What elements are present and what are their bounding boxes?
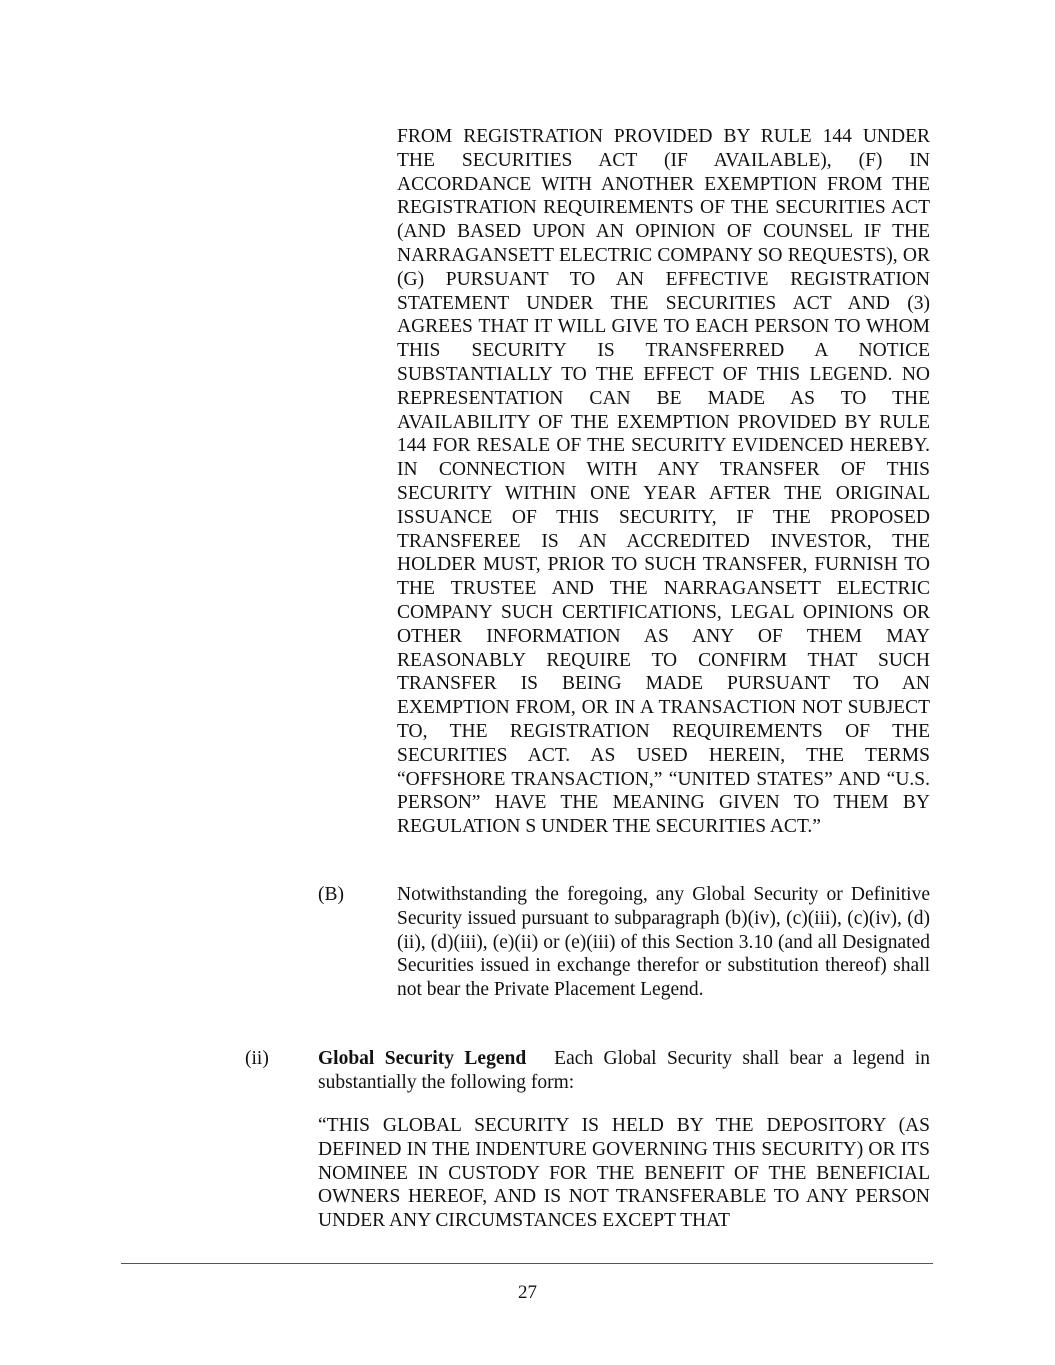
paragraph-ii-label: (ii)	[245, 1048, 269, 1069]
paragraph-b-label: (B)	[318, 884, 344, 905]
global-security-legend-text: “THIS GLOBAL SECURITY IS HELD BY THE DEPOSITORY (AS DEFINED IN THE INDENTURE GOVERNING THIS SECURITY) OR ITS NOMINEE IN CUSTODY FOR THE BENEFIT OF THE BENEFICIAL OWNERS HEREOF, AND IS NOT TRANSFERABLE TO ANY PERSON UNDER ANY CIRCUMSTANCES EXCEPT THAT	[318, 1115, 930, 1232]
private-placement-legend-continuation: FROM REGISTRATION PROVIDED BY RULE 144 UNDER THE SECURITIES ACT (IF AVAILABLE), (F) IN ACCORDANCE WITH ANOTHER EXEMPTION FROM THE REGISTRATION REQUIREMENTS OF THE SECURITIES ACT (AND BASED UPON AN OPINION OF COUNSEL IF THE NARRAGANSETT ELECTRIC COMPANY SO REQUESTS), OR (G) PURSUANT TO AN EFFECTIVE REGISTRATION STATEMENT UNDER THE SECURITIES ACT AND (3) AGREES THAT IT WILL GIVE TO EACH PERSON TO WHOM THIS SECURITY IS TRANSFERRED A NOTICE SUBSTANTIALLY TO THE EFFECT OF THIS LEGEND. NO REPRESENTATION CAN BE MADE AS TO THE AVAILABILITY OF THE EXEMPTION PROVIDED BY RULE 144 FOR RESALE OF THE SECURITY EVIDENCED HEREBY. IN CONNECTION WITH ANY TRANSFER OF THIS SECURITY WITHIN ONE YEAR AFTER THE ORIGINAL ISSUANCE OF THIS SECURITY, IF THE PROPOSED TRANSFEREE IS AN ACCREDITED INVESTOR, THE HOLDER MUST, PRIOR TO SUCH TRANSFER, FURNISH TO THE TRUSTEE AND THE NARRAGANSETT ELECTRIC COMPANY SUCH CERTIFICATIONS, LEGAL OPINIONS OR OTHER INFORMATION AS ANY OF THEM MAY REASONABLY REQUIRE TO CONFIRM THAT SUCH TRANSFER IS BEING MADE PURSUANT TO AN EXEMPTION FROM, OR IN A TRANSACTION NOT SUBJECT TO, THE REGISTRATION REQUIREMENTS OF THE SECURITIES ACT. AS USED HEREIN, THE TERMS “OFFSHORE TRANSACTION,” “UNITED STATES” AND “U.S. PERSON” HAVE THE MEANING GIVEN TO THEM BY REGULATION S UNDER THE SECURITIES ACT.”	[397, 126, 930, 838]
paragraph-b-text: Notwithstanding the foregoing, any Global Security or Definitive Security issued pursuant to subparagraph (b)(iv), (c)(iii), (c)(iv), (d)(ii), (d)(iii), (e)(ii) or (e)(iii) of this Section 3.10 (and all Designated Securities issued in exchange therefor or substitution thereof) shall not bear the Private Placement Legend.	[397, 884, 930, 1001]
footer-divider	[121, 1263, 933, 1264]
paragraph-ii-text: Each Global Security shall bear a legend in substantially the following form:	[318, 1048, 930, 1093]
page-number: 27	[518, 1282, 537, 1303]
paragraph-ii-heading: Global Security Legend	[318, 1048, 527, 1069]
paragraph-ii-body	[318, 1047, 930, 1095]
